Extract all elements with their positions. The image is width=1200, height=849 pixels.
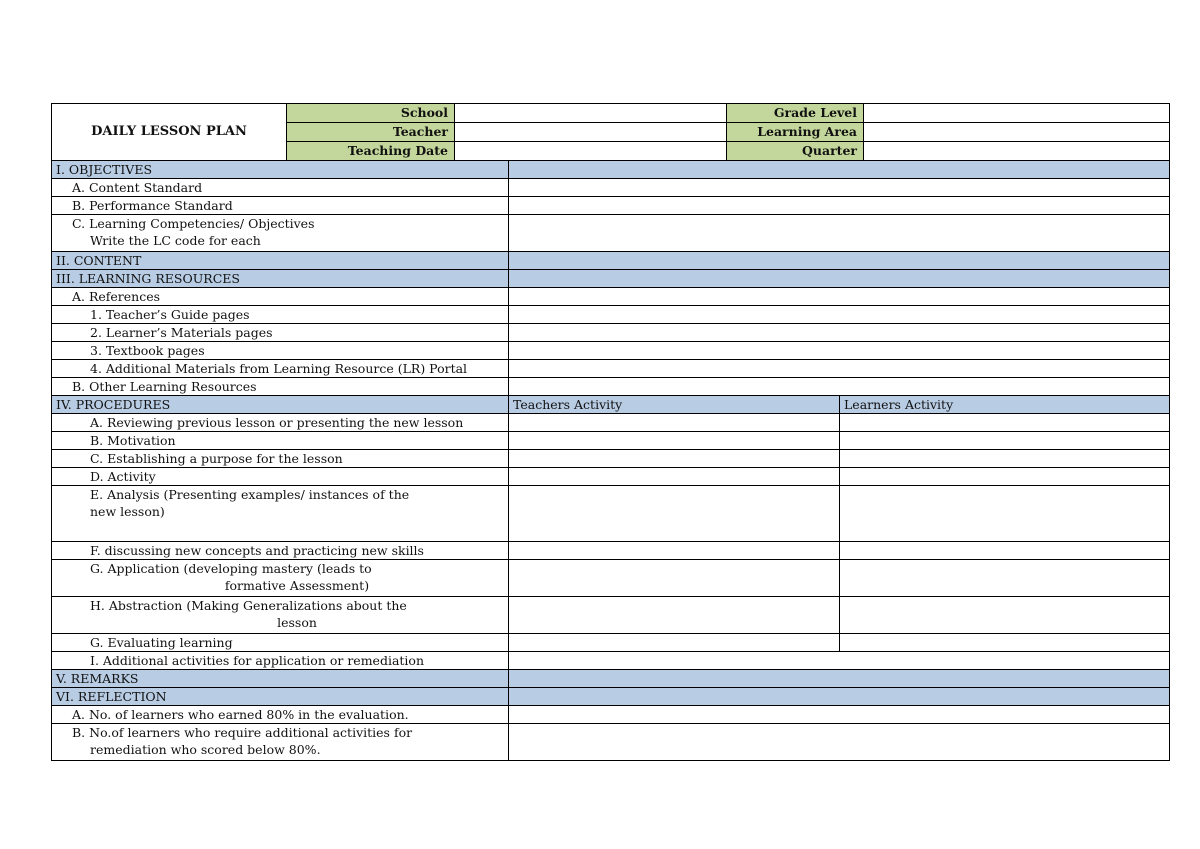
proc-e-label xyxy=(52,486,509,542)
refl-b-line1: B. No.of learners who require additional activities for xyxy=(72,725,413,740)
content-standard-field[interactable] xyxy=(509,179,1170,197)
learners-activity-header: Learners Activity xyxy=(840,396,1170,414)
learners-materials-label: 2. Learner’s Materials pages xyxy=(52,324,509,342)
learners-materials-field[interactable] xyxy=(509,324,1170,342)
proc-f-teacher-field[interactable] xyxy=(509,542,840,560)
section-reflection: VI. REFLECTION xyxy=(52,688,509,706)
proc-i-field[interactable] xyxy=(509,652,1170,670)
section-remarks: V. REMARKS xyxy=(52,670,509,688)
proc-i-label: I. Additional activities for application or remediation xyxy=(52,652,509,670)
proc-b-teacher-field[interactable] xyxy=(509,432,840,450)
proc-e-learner-field[interactable] xyxy=(840,486,1170,542)
performance-standard-label: B. Performance Standard xyxy=(52,197,509,215)
proc-h-learner-field[interactable] xyxy=(840,597,1170,634)
additional-materials-field[interactable] xyxy=(509,360,1170,378)
proc-g-label xyxy=(52,560,509,597)
teacher-field[interactable] xyxy=(455,123,727,142)
proc-c-teacher-field[interactable] xyxy=(509,450,840,468)
lc-code-note: Write the LC code for each xyxy=(90,233,261,248)
lesson-plan-sheet xyxy=(51,103,1169,761)
proc-d-label: D. Activity xyxy=(52,468,509,486)
section-content: II. CONTENT xyxy=(52,252,509,270)
proc-d-teacher-field[interactable] xyxy=(509,468,840,486)
proc-h-line1: H. Abstraction (Making Generalizations about the xyxy=(90,598,407,613)
section-objectives: I. OBJECTIVES xyxy=(52,161,509,179)
refl-b-line2: remediation who scored below 80%. xyxy=(90,742,321,757)
textbook-label: 3. Textbook pages xyxy=(52,342,509,360)
proc-a-teacher-field[interactable] xyxy=(509,414,840,432)
proc-h-teacher-field[interactable] xyxy=(509,597,840,634)
content-field[interactable] xyxy=(509,252,1170,270)
proc-g-evaluating-teacher-field[interactable] xyxy=(509,634,840,652)
proc-f-learner-field[interactable] xyxy=(840,542,1170,560)
proc-a-learner-field[interactable] xyxy=(840,414,1170,432)
main-table xyxy=(51,160,1170,761)
quarter-label: Quarter xyxy=(727,142,864,161)
proc-b-label: B. Motivation xyxy=(52,432,509,450)
school-label: School xyxy=(287,104,455,123)
additional-materials-label: 4. Additional Materials from Learning Resource (LR) Portal xyxy=(52,360,509,378)
learning-resources-cell xyxy=(509,270,1170,288)
learning-competencies-label xyxy=(52,215,509,252)
proc-e-line2: new lesson) xyxy=(90,504,165,519)
refl-b-field[interactable] xyxy=(509,724,1170,761)
proc-g-line2: formative Assessment) xyxy=(224,578,370,593)
teachers-activity-header: Teachers Activity xyxy=(509,396,840,414)
refl-a-label: A. No. of learners who earned 80% in the evaluation. xyxy=(52,706,509,724)
page-title: DAILY LESSON PLAN xyxy=(52,104,287,161)
proc-g-line1: G. Application (developing mastery (leads to xyxy=(90,561,372,576)
objectives-cell xyxy=(509,161,1170,179)
grade-level-field[interactable] xyxy=(864,104,1170,123)
learning-area-field[interactable] xyxy=(864,123,1170,142)
refl-b-label xyxy=(52,724,509,761)
references-label: A. References xyxy=(52,288,509,306)
remarks-field[interactable] xyxy=(509,670,1170,688)
quarter-field[interactable] xyxy=(864,142,1170,161)
proc-e-teacher-field[interactable] xyxy=(509,486,840,542)
learning-area-label: Learning Area xyxy=(727,123,864,142)
other-resources-label: B. Other Learning Resources xyxy=(52,378,509,396)
proc-g-evaluating-learner-field[interactable] xyxy=(840,634,1170,652)
proc-a-label: A. Reviewing previous lesson or presenting the new lesson xyxy=(52,414,509,432)
grade-level-label: Grade Level xyxy=(727,104,864,123)
proc-f-label: F. discussing new concepts and practicing new skills xyxy=(52,542,509,560)
references-field[interactable] xyxy=(509,288,1170,306)
proc-g-learner-field[interactable] xyxy=(840,560,1170,597)
textbook-field[interactable] xyxy=(509,342,1170,360)
refl-a-field[interactable] xyxy=(509,706,1170,724)
proc-c-label: C. Establishing a purpose for the lesson xyxy=(52,450,509,468)
proc-g-evaluating-label: G. Evaluating learning xyxy=(52,634,509,652)
performance-standard-field[interactable] xyxy=(509,197,1170,215)
teachers-guide-label: 1. Teacher’s Guide pages xyxy=(52,306,509,324)
school-field[interactable] xyxy=(455,104,727,123)
teachers-guide-field[interactable] xyxy=(509,306,1170,324)
section-learning-resources: III. LEARNING RESOURCES xyxy=(52,270,509,288)
section-procedures: IV. PROCEDURES xyxy=(52,396,509,414)
proc-c-learner-field[interactable] xyxy=(840,450,1170,468)
teacher-label: Teacher xyxy=(287,123,455,142)
content-standard-label: A. Content Standard xyxy=(52,179,509,197)
learning-competencies-field[interactable] xyxy=(509,215,1170,252)
teaching-date-field[interactable] xyxy=(455,142,727,161)
teaching-date-label: Teaching Date xyxy=(287,142,455,161)
proc-h-label xyxy=(52,597,509,634)
header-table xyxy=(51,103,1170,161)
other-resources-field[interactable] xyxy=(509,378,1170,396)
proc-h-line2: lesson xyxy=(277,615,317,630)
learning-competencies-text: C. Learning Competencies/ Objectives xyxy=(72,216,315,231)
proc-d-learner-field[interactable] xyxy=(840,468,1170,486)
proc-b-learner-field[interactable] xyxy=(840,432,1170,450)
proc-g-teacher-field[interactable] xyxy=(509,560,840,597)
proc-e-line1: E. Analysis (Presenting examples/ instances of the xyxy=(90,487,410,502)
reflection-cell xyxy=(509,688,1170,706)
